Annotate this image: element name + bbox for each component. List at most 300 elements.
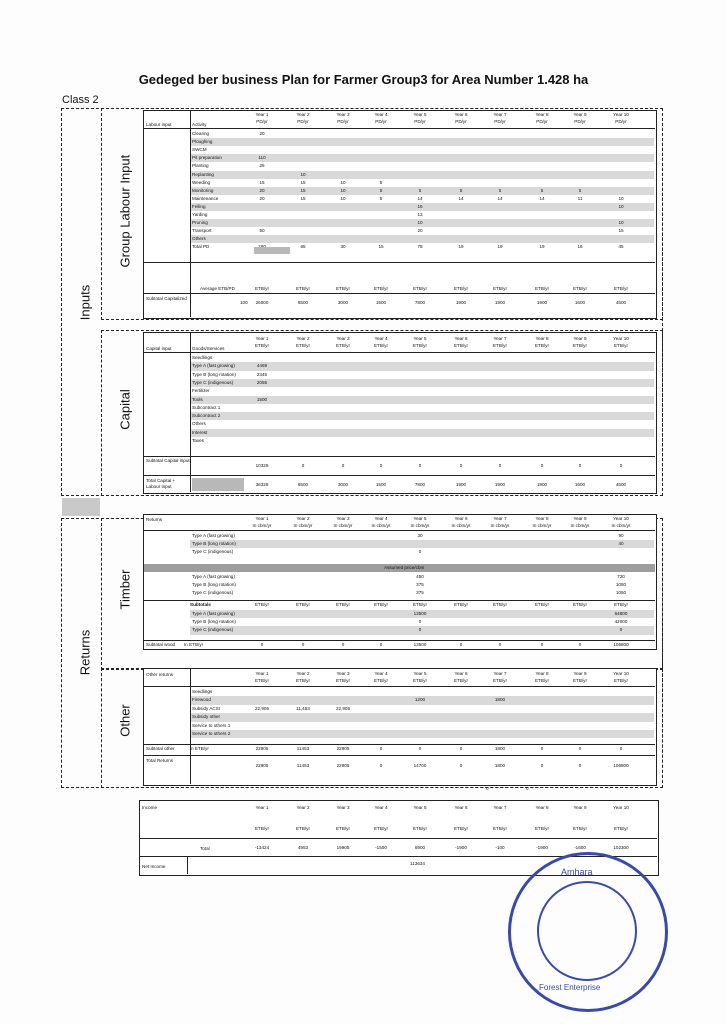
capital-total-cell: 4500 [615,482,627,487]
labour-activity-label: Replanting [192,171,214,177]
timber-unit-header: In cbm/yr [371,523,391,528]
price-type-label: Type A (fast growing) [192,574,235,579]
net-income-value: 113634 [410,861,425,866]
row-rule [144,262,655,263]
subtotals-unit: ETB/yr [373,602,389,607]
subtotal-wood-label: Subtotal wood [146,642,176,647]
timber-year-header: Year 9 [573,516,587,521]
group-labour-label: Group Labour Input [117,154,133,268]
capital-label: Capital [117,389,133,430]
timber-unit-header: In cbm/yr [410,523,430,528]
timber-unit-header: In cbm/yr [532,523,552,528]
labour-cell: 19 [458,244,464,250]
income-year-header: Year 4 [374,805,388,810]
labour-unit-header: PD/yr [256,119,268,124]
income-cell: -1500 [375,845,387,850]
below-value: 0 [526,786,529,791]
total-returns-cell: 106800 [613,763,629,768]
labour-cell: 16 [417,203,423,209]
avg-value: 100 [240,300,248,305]
avg-unit: ETB/yr [335,286,351,291]
row-rule [140,838,657,839]
other-item-label: Firewood [192,697,211,703]
income-year-header: Year 3 [336,805,350,810]
other-unit-header: ETB/yr [295,678,311,683]
row-shade [190,235,654,243]
total-returns-cell: 0 [379,763,383,768]
subtotals-unit: ETB/yr [295,602,311,607]
capital-total-cell: 36329 [255,482,269,487]
subtotals-unit: ETB/yr [492,602,508,607]
subtotal-other-cell: 0 [619,746,623,751]
labour-cell: 5 [379,187,383,193]
subtotal-wood-cell: 0 [498,642,502,647]
timber-cell: 40 [618,541,624,547]
capital-unit-header: ETB/yr [572,343,588,348]
row-rule [144,475,655,476]
labour-cell: 10 [340,187,346,193]
capital-unit-header: ETB/yr [412,343,428,348]
subtotal-wood-cell: 13500 [413,642,427,647]
income-year-header: Year 8 [535,805,549,810]
total-returns-cell: 0 [540,763,544,768]
labour-cell: 15 [300,179,306,185]
income-unit-header: ETB/yr [572,826,588,831]
row-shade [190,171,654,179]
row-rule [144,352,655,353]
labour-activity-label: Weeding [192,179,211,185]
capital-subtotal-cell: 0 [578,463,582,468]
labour-year-header: Year 10 [613,112,629,117]
other-unit-header: ETB/yr [492,678,508,683]
other-unit-header: ETB/yr [453,678,469,683]
other-cell: 1800 [494,697,506,703]
income-cell: -1600 [574,845,586,850]
labour-cell: 15 [259,179,265,185]
price-cell: 1050 [615,590,627,596]
capital-cell: 1500 [256,396,268,402]
timber-type-label: Type B (long rotation) [192,541,236,547]
capital-item-label: Subcontract 1 [192,404,221,410]
capital-year-header: Year 8 [535,336,549,341]
timber-unit-header: In cbm/yr [570,523,590,528]
labour-activity-label: Monitoring [192,187,214,193]
capital-year-header: Year 6 [454,336,468,341]
labour-cell: 65 [300,244,306,250]
row-rule [144,686,655,687]
labour-cell: 5 [379,195,383,201]
capital-year-header: Year 3 [336,336,350,341]
timber-year-header: Year 8 [535,516,549,521]
value-cell: 64800 [614,611,628,616]
subtotal-wood-cell: 106800 [613,642,629,647]
labour-year-header: Year 1 [255,112,269,117]
labour-activity-label: SWCM [192,147,207,153]
avg-unit: ETB/yr [572,286,588,291]
labour-unit-header: PD/yr [615,119,627,124]
capital-total-cell: 1900 [494,482,506,487]
income-label: Income [142,805,158,810]
avg-unit: ETB/yr [613,286,629,291]
avg-unit: ETB/yr [254,286,270,291]
subtotal-other-label: Subtotal other [146,746,175,751]
income-unit-header: ETB/yr [453,826,469,831]
timber-cell: 90 [618,533,624,538]
income-cell: -1900 [455,845,467,850]
labour-cell: 15 [618,228,624,234]
subtotal-other-cell: 0 [418,746,422,751]
subtotal-wood-unit: In ETB/yr [184,642,204,647]
price-cell: 450 [416,574,424,579]
income-unit-header: ETB/yr [492,826,508,831]
timber-year-header: Year 6 [454,516,468,521]
subtotal-other-cell: 1800 [494,746,506,751]
timber-year-header: Year 5 [413,516,427,521]
avg-unit: ETB/yr [373,286,389,291]
capital-unit-header: ETB/yr [295,343,311,348]
capital-item-label: Type C (indigenous) [192,379,234,385]
income-year-header: Year 9 [573,805,587,810]
other-unit-header: ETB/yr [373,678,389,683]
other-year-header: Year 2 [296,671,310,676]
income-cell: -13424 [254,845,270,850]
labour-activity-label: Maintenance [192,195,219,201]
capital-cell: 2345 [256,371,268,377]
labour-subtotal-cell: 4500 [615,300,627,305]
labour-activity-label: Total PD [192,244,210,250]
capital-subtotal-cell: 10329 [255,463,269,468]
avg-unit: ETB/yr [534,286,550,291]
row-rule [144,293,655,294]
class-label: Class 2 [62,94,99,106]
capital-head-left: Capital input [146,346,172,351]
labour-year-header: Year 5 [413,112,427,117]
labour-cell: 16 [577,244,583,250]
labour-cell: 5 [379,179,383,185]
labour-subtotal-cell: 1900 [494,300,506,305]
income-cell: 19905 [336,845,350,850]
capital-subtotal-cell: 0 [498,463,502,468]
labour-year-header: Year 6 [454,112,468,117]
labour-subtotal-cell: 1500 [375,300,387,305]
labour-activity-label: Pit preparation [192,155,222,161]
subtotals-unit: ETB/yr [572,602,588,607]
other-cell: 1200 [414,697,426,703]
capital-total-label: Total Capital + Labour input [146,478,176,489]
subtotals-label: Subtotals [190,602,211,607]
other-year-header: Year 4 [374,671,388,676]
income-cell: 4953 [297,845,309,850]
price-type-label: Type B (long rotation) [192,582,236,588]
subtotal-other-cell: 0 [379,746,383,751]
labour-year-header: Year 3 [336,112,350,117]
capital-unit-header: ETB/yr [453,343,469,348]
total-returns-cell: 11453 [296,763,310,768]
timber-unit-header: In cbm/yr [611,523,631,528]
other-unit-header: ETB/yr [412,678,428,683]
row-rule [144,456,655,457]
row-shade [190,412,654,420]
labour-head-left: Labour input [146,122,172,127]
capital-year-header: Year 1 [255,336,269,341]
other-year-header: Year 1 [255,671,269,676]
value-cell: 13500 [413,611,427,616]
price-cell: 1050 [615,582,627,588]
labour-cell: 10 [618,195,624,201]
labour-subtotal-cell: 26000 [255,300,269,305]
subtotal-wood-cell: 0 [379,642,383,647]
income-year-header: Year 6 [454,805,468,810]
capital-total-cell: 7800 [414,482,426,487]
other-cell: 11,453 [296,705,310,711]
row-shade [190,540,654,548]
capital-year-header: Year 10 [613,336,629,341]
labour-unit-header: PD/yr [337,119,349,124]
subtotal-other-cell: 22905 [255,746,269,751]
timber-label: Timber [117,569,133,610]
labour-cell: 25 [259,163,265,169]
other-year-header: Year 10 [613,671,629,676]
value-type-label: Type A (fast growing) [192,611,235,616]
income-year-header: Year 7 [493,805,507,810]
subtotals-unit: ETB/yr [613,602,629,607]
subtotal-capitalized-label: Subtotal Capitalized [146,296,187,301]
labour-cell: 10 [340,179,346,185]
other-head-left: Other returns [146,672,174,677]
other-year-header: Year 6 [454,671,468,676]
labour-cell: 10 [417,220,423,226]
capital-subtotal-cell: 0 [459,463,463,468]
labour-cell: 14 [497,195,503,201]
labour-year-header: Year 2 [296,112,310,117]
other-unit-header: ETB/yr [335,678,351,683]
capital-item-label: Type A (fast growing) [192,363,235,369]
subtotal-other-cell: 0 [540,746,544,751]
labour-subtotal-cell: 1900 [536,300,548,305]
avg-unit: ETB/yr [453,286,469,291]
timber-unit-header: In cbm/yr [252,523,272,528]
subtotal-other-unit: in ETB/yr [190,746,209,751]
labour-cell: 110 [258,155,266,161]
below-value: 0 [486,786,489,791]
income-unit-header: ETB/yr [613,826,629,831]
subtotals-unit: ETB/yr [412,602,428,607]
labour-subtotal-cell: 7800 [414,300,426,305]
value-cell: 0 [418,619,422,625]
labour-cell: 10 [618,220,624,226]
labour-cell: 15 [300,187,306,193]
other-unit-header: ETB/yr [534,678,550,683]
labour-cell: 11 [577,195,583,201]
value-type-label: Type B (long rotation) [192,619,236,625]
other-unit-header: ETB/yr [254,678,270,683]
row-rule [144,530,655,531]
capital-year-header: Year 2 [296,336,310,341]
labour-subtotal-cell: 6500 [297,300,309,305]
capital-subtotal-cell: 0 [619,463,623,468]
labour-cell: 5 [498,187,502,193]
labour-activity-label: Pruning [192,220,208,226]
capital-item-label: Seedlings [192,355,213,360]
labour-cell: 20 [259,131,265,136]
labour-cell: 20 [259,195,265,201]
capital-total-cell: 1900 [455,482,467,487]
capital-subtotal-cell: 0 [341,463,345,468]
other-cell: 22,905 [335,705,351,711]
official-seal [508,852,668,1012]
labour-unit-header: PD/yr [494,119,506,124]
transport-highlight [254,247,290,254]
timber-year-header: Year 2 [296,516,310,521]
avg-label: Average ETB/PD [200,286,235,291]
capital-unit-header: ETB/yr [492,343,508,348]
labour-unit-header: PD/yr [297,119,309,124]
price-type-label: Type C (indigenous) [192,590,234,596]
income-cell: -1900 [536,845,548,850]
capital-item-label: Subcontract 2 [192,413,221,419]
labour-cell: 30 [340,244,346,250]
row-rule [144,755,655,756]
row-rule [144,744,655,745]
other-year-header: Year 7 [493,671,507,676]
labour-unit-header: PD/yr [574,119,586,124]
income-total-label: Total [200,846,210,851]
capital-year-header: Year 9 [573,336,587,341]
subtotals-unit: ETB/yr [335,602,351,607]
seal-inner-ring [537,881,637,981]
labour-activity-label: Others [192,236,206,242]
labour-cell: 15 [300,195,306,201]
other-item-label: Seedlings [192,689,213,694]
value-cell: 0 [619,627,623,633]
income-cell: 102300 [613,845,629,850]
capital-item-label: Fertilizer [192,388,210,394]
separator-band [62,498,100,516]
inputs-label: Inputs [77,284,93,321]
other-year-header: Year 9 [573,671,587,676]
total-returns-cell: 1800 [494,763,506,768]
timber-cell: 30 [417,533,423,538]
other-year-header: Year 3 [336,671,350,676]
labour-cell: 14 [458,195,464,201]
labour-year-header: Year 8 [535,112,549,117]
row-shade [190,713,654,721]
capital-item-label: Others [192,421,206,427]
avg-unit: ETB/yr [412,286,428,291]
timber-unit-header: In cbm/yr [451,523,471,528]
subtotal-wood-cell: 0 [301,642,305,647]
labour-unit-header: PD/yr [536,119,548,124]
capital-unit-header: ETB/yr [373,343,389,348]
other-item-label: Service to others 2 [192,731,231,736]
income-unit-header: ETB/yr [373,826,389,831]
labour-cell: 10 [618,203,624,209]
capital-total-cell: 3000 [337,482,349,487]
price-cell: 720 [617,574,625,579]
page-title: Gedeged ber business Plan for Farmer Group3 for Area Number 1.428 ha [138,72,589,87]
capital-subtotal-cell: 0 [379,463,383,468]
subtotal-wood-cell: 0 [260,642,264,647]
row-shade [190,138,654,146]
timber-year-header: Year 10 [613,516,629,521]
capital-total-cell: 1600 [574,482,586,487]
timber-head-left: Returns [146,517,163,522]
labour-year-header: Year 7 [493,112,507,117]
subtotal-other-cell: 0 [578,746,582,751]
seal-text-top: Amhara [561,867,593,877]
timber-type-label: Type C (indigenous) [192,549,234,555]
other-item-label: Subsidy other [192,714,221,720]
income-year-header: Year 2 [296,805,310,810]
income-unit-header: ETB/yr [295,826,311,831]
timber-type-label: Type A (fast growing) [192,533,235,538]
row-rule [144,640,655,641]
subtotal-other-cell: 11453 [296,746,310,751]
labour-cell: 14 [417,195,423,201]
labour-cell: 5 [418,187,422,193]
total-returns-cell: 0 [459,763,463,768]
timber-year-header: Year 1 [255,516,269,521]
labour-cell: 5 [578,187,582,193]
capital-item-label: Type B (long rotation) [192,371,236,377]
avg-unit: ETB/yr [492,286,508,291]
labour-cell: 50 [259,228,265,234]
capital-cell: 4469 [256,363,268,369]
capital-total-cell: 1900 [536,482,548,487]
capital-year-header: Year 4 [374,336,388,341]
other-cell: 22,905 [254,705,270,711]
capital-unit-header: ETB/yr [254,343,270,348]
subtotal-wood-cell: 0 [578,642,582,647]
capital-unit-header: ETB/yr [613,343,629,348]
subtotal-wood-cell: 0 [540,642,544,647]
timber-year-header: Year 3 [336,516,350,521]
labour-subtotal-cell: 3000 [337,300,349,305]
timber-unit-header: In cbm/yr [293,523,313,528]
other-unit-header: ETB/yr [572,678,588,683]
row-shade [190,429,654,437]
seal-text-bottom: Forest Enterprise [539,983,601,992]
subtotal-wood-cell: 0 [341,642,345,647]
labour-activity-label: Felling [192,203,206,209]
labour-cell: 10 [300,171,306,177]
capital-subtotal-label: Subtotal Capital input [146,458,190,463]
labour-cell: 5 [540,187,544,193]
capital-subtotal-cell: 0 [418,463,422,468]
timber-unit-header: In cbm/yr [490,523,510,528]
labour-unit-header: PD/yr [375,119,387,124]
labour-cell: 45 [618,244,624,250]
other-item-label: Service to others 1 [192,722,231,728]
labour-cell: 15 [378,244,384,250]
subtotals-unit: ETB/yr [254,602,270,607]
avg-unit: ETB/yr [295,286,311,291]
col-rule [187,856,188,874]
capital-subtotal-cell: 0 [540,463,544,468]
labour-cell: 10 [340,195,346,201]
col-rule [190,110,191,317]
capital-unit-header: ETB/yr [335,343,351,348]
subtotal-other-cell: 22905 [336,746,350,751]
labour-cell: 19 [539,244,545,250]
labour-cell: 19 [497,244,503,250]
other-item-label: Subsidy ACSI [192,705,221,711]
total-returns-label: Total Returns [146,758,174,763]
capital-unit-header: ETB/yr [534,343,550,348]
timber-unit-header: In cbm/yr [333,523,353,528]
labour-subtotal-cell: 1900 [455,300,467,305]
labour-cell: 78 [417,244,423,250]
